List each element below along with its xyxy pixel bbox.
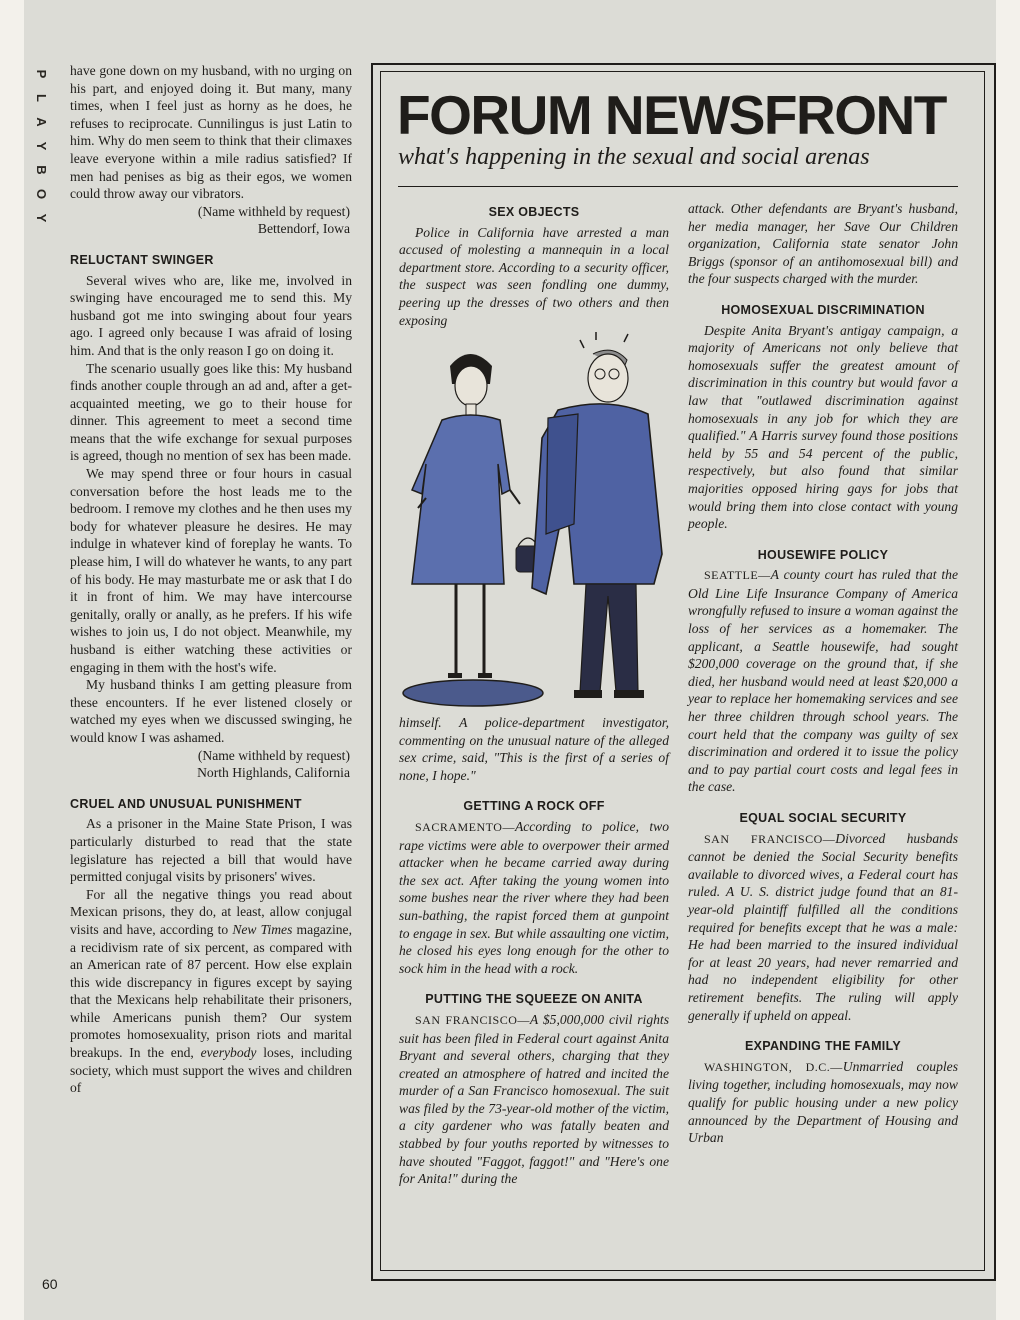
story-heading: GETTING A ROCK OFF	[463, 799, 605, 814]
story-heading: SEX OBJECTS	[488, 205, 580, 219]
rail-letter: P	[34, 69, 49, 79]
story-text: Police in California have arrested a man accused of molesting a mannequin in a local department store. According to a security officer, the suspect was seen fondling one dummy, peering up the dresses of two others and then exposing	[399, 224, 669, 328]
letter-text: have gone down on my husband, with no urging on his part, and enjoyed doing it. But many, many times, when I feel just as horny as he does, he refuses to reciprocate. Cunnilingus is just Latin to him. Why do men seem to think that their climaxes leave everyone within a mile radius satisfied? If men had penises as big as their egos, we women could throw away our vibrators.	[70, 63, 352, 202]
story-text: attack. Other defendants are Bryant's husband, her media manager, her Save Our Children organization, California state senator John Briggs (sponsor of an antihomosexual bill) and the four suspects charged with the murder.	[688, 201, 958, 287]
rail-letter: L	[34, 94, 49, 102]
rail-letter: Y	[34, 213, 49, 223]
story-heading: HOUSEWIFE POLICY	[757, 547, 889, 562]
rail-letter: O	[34, 188, 49, 200]
letter-paragraph: My husband thinks I am getting pleasure from these encounters. If he ever listened closely or watched my eyes when we discussed swinging, he would know I was ashamed.	[70, 677, 352, 745]
rail-letter: B	[34, 165, 49, 175]
story-heading: HOMOSEXUAL DISCRIMINATION	[721, 302, 925, 317]
forum-column-1-bottom	[399, 714, 669, 1188]
story-heading: EQUAL SOCIAL SECURITY	[739, 811, 907, 825]
forum-column-1-top	[399, 200, 669, 329]
forum-column-2	[688, 200, 958, 1147]
story-heading: PUTTING THE SQUEEZE ON ANITA	[425, 992, 643, 1007]
divider	[398, 186, 958, 187]
story-text: himself. A police-department investigator, commenting on the unusual nature of the alleged sex crime, said, "This is the first of a series of none, I hope."	[399, 715, 669, 783]
forum-subtitle: what's happening in the sexual and social arenas	[398, 144, 870, 170]
story-text: WASHINGTON, D.C.—Unmarried couples living together, including homosexuals, may now qualify for public housing under a new policy announced by the Department of Housing and Urban	[688, 1058, 958, 1146]
story-text: SACRAMENTO—According to police, two rape victims were able to overpower their armed attacker when he became carried away during the sex act. After taking the young women into some bushes near the river where they had been sun-bathing, the rapist forced them at gunpoint to engage in sex. But while assaulting one victim, he closed his eyes long enough for the other to sock him in the head with a rock.	[399, 818, 669, 976]
letter-paragraph: As a prisoner in the Maine State Prison, I was particularly disturbed to read that the state legislature has rejected a bill that would have permitted conjugal visits by prisoners' wives.	[70, 816, 352, 885]
rug-shape	[403, 680, 543, 706]
story-heading: EXPANDING THE FAMILY	[744, 1039, 902, 1054]
story-text: SAN FRANCISCO—A $5,000,000 civil rights suit has been filed in Federal court against Anita Bryant and several others, charging that they created an atmosphere of hatred and incited the murder of a San Francisco homosexual. The suit was filed by the 73-year-old mother of the victim, a city gardener who was fatally beaten and stabbed by four youths reported by witnesses to have shouted "Faggot, faggot!" and "Here's one for Anita!" during the	[399, 1011, 669, 1187]
mannequin-figure	[412, 354, 538, 678]
letter-heading: RELUCTANT SWINGER	[70, 252, 214, 267]
flasher-figure	[532, 332, 662, 698]
letter-heading: CRUEL AND UNUSUAL PUNISHMENT	[70, 796, 302, 811]
rail-letter: Y	[34, 141, 49, 151]
letter-paragraph: For all the negative things you read about Mexican prisons, they do, at least, allow conjugal visits and have, according to New Times magazine, a recidivism rate of six percent, as compared with an American rate of 87 percent. How else explain this wide discrepancy in figures except by saying that the Mexicans help rehabilitate their prisoners, while Americans punish them? Our system promotes homosexuality, prison riots and marital breakups. In the end, everybody loses, including society, which must support the wives and children of	[70, 886, 352, 1096]
rail-letter: A	[34, 117, 49, 127]
letter-paragraph: The scenario usually goes like this: My husband finds another couple through an ad and, after a get-acquainted meeting, we go to their house for dinner. This agreement to meet a second time means that the wife exchange for sexual purposes is agreed, though no mention of sex has been made.	[70, 360, 352, 464]
letter-paragraph: We may spend three or four hours in casual conversation before the host leads me to the bedroom. I remove my clothes and he then uses my body for whatever pleasure he desires. He may indulge in whatever kind of foreplay he wants. To please him, I will do whatever he wants, to any part of his body. He may masturbate me or ask that I do it in front of him. We may have intercourse genitally, orally or anally, as he prefers. If his wife wishes to join us, I do not object. Meanwhile, my husband is either watching these activities or engaging in them with the host's wife.	[70, 466, 352, 675]
letter-signature: (Name withheld by request) Bettendorf, Iowa	[197, 203, 350, 237]
story-text: SAN FRANCISCO—Divorced husbands cannot be denied the Social Security benefits available to divorced wives, a Federal court has ruled. A U. S. district judge found that an 81-year-old plaintiff fulfilled all the conditions required for benefits except that he was a male: He had been married to the insured individual for at least 20 years, had never remarried and had no independent eligibility for other retirement benefits. The ruling will apply generally if upheld on appeal.	[688, 830, 958, 1023]
story-text: SEATTLE—A county court has ruled that the Old Line Life Insurance Company of America wrongfully refused to insure a woman against the loss of her services as a homemaker. The applicant, a Seattle housewife, had sought $200,000 coverage on the ground that, if she died, her husband would need at least $20,000 a year to replace her homemaking services and see her three children through school years. The court held that the company was guilty of sex discrimination and ordered it to issue the policy and to pay partial court costs and legal fees in the case.	[688, 567, 958, 795]
forum-title: FORUM NEWSFRONT	[397, 84, 946, 146]
mannequin-illustration	[398, 328, 670, 712]
letters-column	[70, 62, 352, 1097]
letter-paragraph: Several wives who are, like me, involved in swinging have encouraged me to send this. My husband got me into swinging about four years ago. I agreed only because I was afraid of losing him. And that is the only reason I go on doing it.	[70, 272, 352, 358]
page-number: 60	[42, 1276, 58, 1292]
story-text: Despite Anita Bryant's antigay campaign, a majority of Americans not only believe that homosexuals suffer the greatest amount of discrimination in this country but would favor a law that "outlawed discrimination against homosexuals in any job for which they are qualified." A Harris survey found those positions held by 55 and 54 percent of the public, respectively, but also found that similar majorities opposed hiring gays for jobs that would bring them into close contact with young people.	[688, 322, 958, 532]
letter-signature: (Name withheld by request) North Highlands, California	[197, 747, 350, 781]
magazine-name-rail	[34, 62, 48, 230]
